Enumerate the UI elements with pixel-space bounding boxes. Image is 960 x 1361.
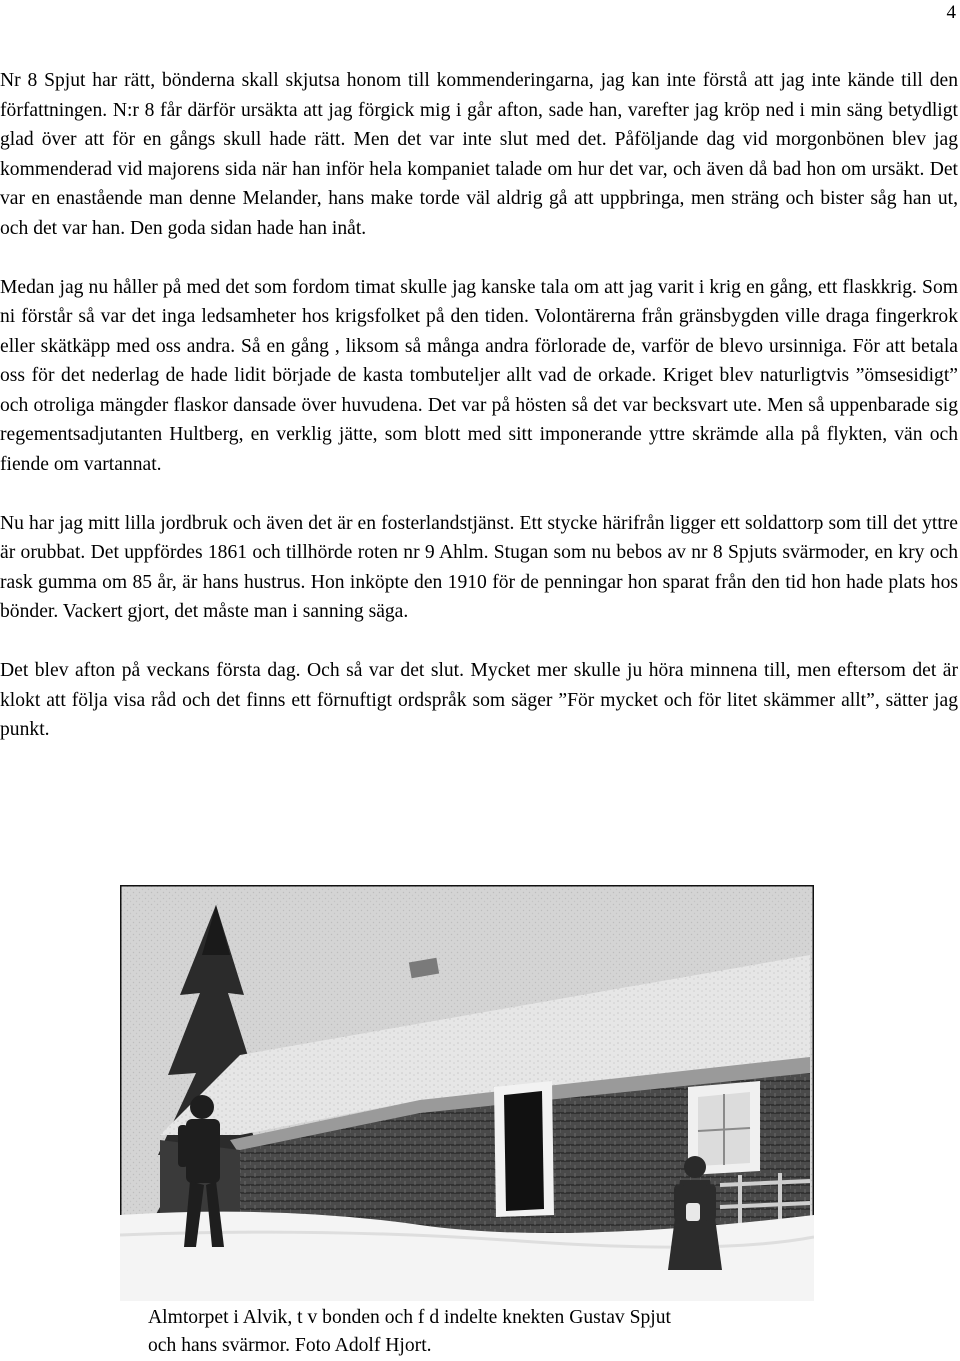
paragraph-2: Medan jag nu håller på med det som fordom timat skulle jag kanske tala om att jag varit i krig en gång, ett flaskkrig. Som ni förstår så var det inga ledsamheter hos krigsfolket på den tiden. Volontärerna från gränsbygden ville draga fingerkrok eller skätkäpp med oss andra. Så en gång , liksom så många andra förlorade de, varför de blevo ursinniga. För att betala oss för det nederlag de hade lidit började de kasta tombuteljer allt vad de orkade. Kriget blev naturligtvis ”ömsesidigt” och otroliga mängder flaskor dansade över huvudena. Det var på hösten så det var becksvart ute. Men så uppenbarade sig regementsadjutanten Hultberg, en verklig jätte, som blott med sitt imponerande yttre skrämde alla på flykten, vän och fiende om vartannat. [0,276,958,475]
caption-line-1: Almtorpet i Alvik, t v bonden och f d indelte knekten Gustav Spjut [148,1307,671,1328]
paragraph-3: Nu har jag mitt lilla jordbruk och även det är en fosterlandstjänst. Ett stycke härifrån ligger ett soldattorp som till det yttre är orubbat. Det uppfördes 1861 och tillhörde roten nr 9 Ahlm. Stugan som nu bebos av nr 8 Spjuts svärmoder, en kry och rask gumma om 85 år, är hans hustrus. Hon inköpte den 1910 för de penningar hon sparat från den tid hon hade plats hos bönder. Vackert gjort, det måste man i sanning säga. [0,512,958,622]
photo-door [494,1081,554,1217]
body-text [0,66,958,774]
photo-caption [148,1304,828,1360]
caption-line-2: och hans svärmor. Foto Adolf Hjort. [148,1335,432,1356]
paragraph-1: Nr 8 Spjut har rätt, bönderna skall skjutsa honom till kommenderingarna, jag kan inte förstå att jag inte kände till den författningen. N:r 8 får därför ursäkta att jag förgick mig i går afton, sade han, varefter jag kröp ned i min säng betydligt glad över att för en gångs skull hade rätt. Men det var inte slut med det. Påföljande dag vid morgonbönen blev jag kommenderad vid majorens sida när han inför hela kompaniet talade om hur det var, och även då bad hon om ursäkt. Det var en enastående man denne Melander, hans make torde väl aldrig gå att uppbringa, men sträng och bister såg han ut, och det var han. Den goda sidan hade han inåt. [0,70,958,239]
photo-drawing [120,885,814,1301]
paragraph-4: Det blev afton på veckans första dag. Och så var det slut. Mycket mer skulle ju höra minnena till, men eftersom det är klokt att följa visa råd och det finns ett förnuftigt ordspråk som säger ”För mycket och för litet skämmer allt”, sätter jag punkt. [0,660,958,740]
page-number: 4 [946,2,956,23]
photo-almtorpet [120,885,814,1301]
